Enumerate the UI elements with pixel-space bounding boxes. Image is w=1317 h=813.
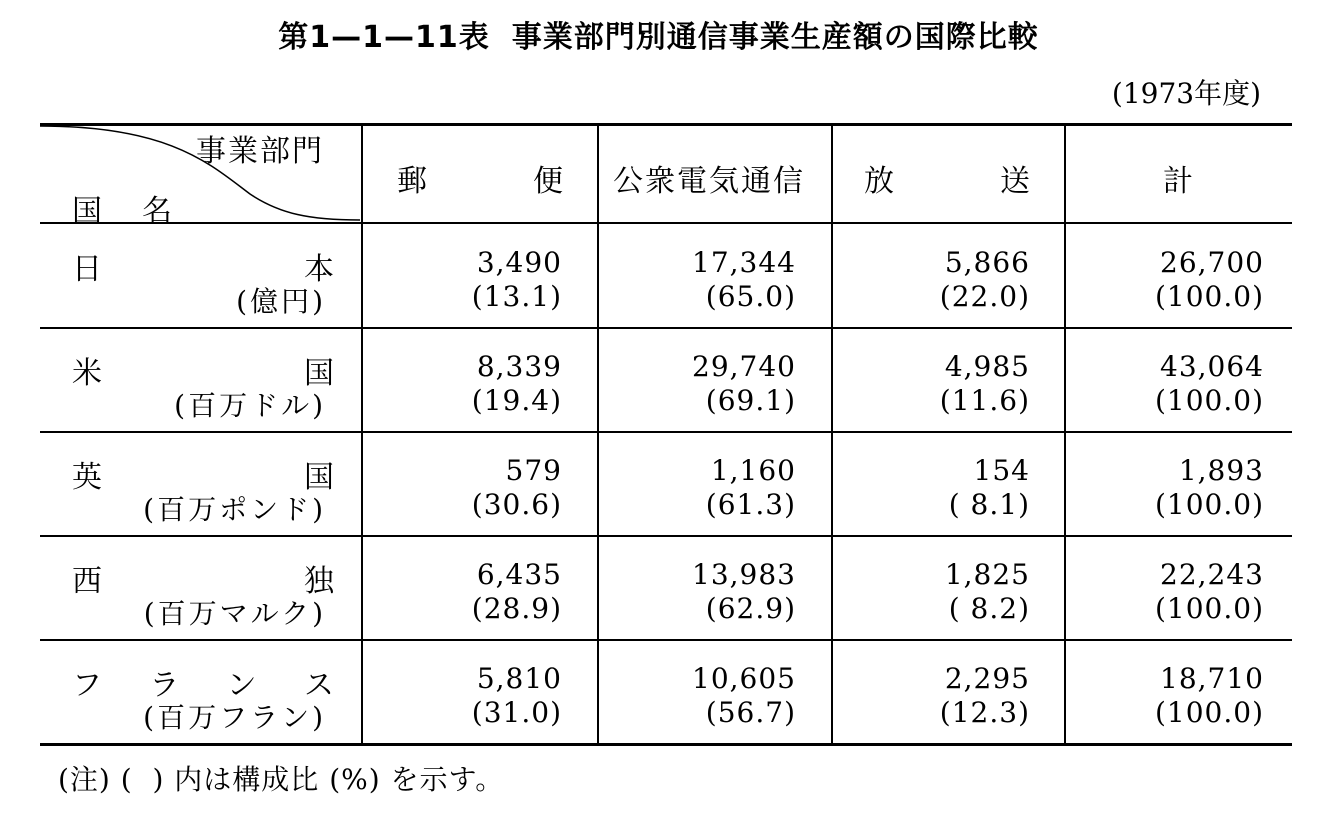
header-postal [397,156,563,200]
country-char: フ [72,668,102,703]
cell-value: 26,700 [1160,246,1264,279]
cell-value: 1,893 [1178,454,1264,487]
cell-share: (61.3) [705,488,796,521]
header-postal-char: 便 [533,164,563,199]
header-postal-char: 郵 [397,164,427,199]
country-char: 本 [304,252,334,287]
cell-value: 2,295 [944,662,1030,695]
cell-value: 17,344 [692,246,796,279]
table-title-text: 事業部門別通信事業生産額の国際比較 [511,20,1039,55]
country-char: 英 [72,460,102,495]
cell-value: 6,435 [476,558,562,591]
country-char: 日 [72,252,102,287]
fiscal-year-label: (1973年度) [1111,77,1261,110]
cell-share: (30.6) [471,488,562,521]
country-char: ン [226,668,257,703]
table-title [0,12,1317,56]
cell-share: (65.0) [705,280,796,313]
cell-value: 3,490 [476,246,562,279]
cell-share: (28.9) [471,592,562,625]
cell-value: 579 [505,454,562,487]
header-country-char: 名 [142,194,172,229]
unit-label: (百万マルク) [143,597,326,630]
unit-label: (億円) [236,285,326,318]
cell-value: 154 [973,454,1030,487]
cell-value: 43,064 [1160,350,1264,383]
cell-value: 13,983 [692,558,796,591]
cell-share: (69.1) [705,384,796,417]
row-divider [40,327,1292,329]
row-divider [40,535,1292,537]
cell-share: ( 8.2) [948,592,1030,625]
column-divider [1064,124,1066,744]
cell-share: (100.0) [1154,592,1264,625]
unit-label: (百万ドル) [174,389,326,422]
country-char: 国 [304,356,334,391]
cell-value: 18,710 [1160,662,1264,695]
country-char: ラ [149,668,180,703]
cell-share: (12.3) [939,696,1030,729]
cell-value: 22,243 [1160,558,1264,591]
header-public-telecom: 公衆電気通信 [613,164,805,199]
cell-value: 8,339 [476,350,562,383]
cell-share: (100.0) [1154,696,1264,729]
unit-label: (百万フラン) [143,701,326,734]
header-business-division: 事業部門 [196,134,324,169]
header-broadcasting-char: 送 [1000,164,1030,199]
header-country-char: 国 [72,194,102,229]
header-country-name [72,186,172,230]
cell-share: (22.0) [939,280,1030,313]
cell-value: 5,810 [476,662,562,695]
cell-share: (62.9) [705,592,796,625]
cell-share: (100.0) [1154,488,1264,521]
column-divider [831,124,833,744]
country-char: 国 [304,460,334,495]
cell-share: (100.0) [1154,280,1264,313]
cell-share: (100.0) [1154,384,1264,417]
country-char: 独 [304,564,334,599]
cell-share: (11.6) [939,384,1030,417]
cell-value: 1,160 [710,454,796,487]
table-footnote: (注) ( ) 内は構成比 (%) を示す。 [58,763,505,796]
column-divider [597,124,599,744]
cell-share: (56.7) [705,696,796,729]
cell-value: 1,825 [944,558,1030,591]
header-broadcasting-char: 放 [864,164,894,199]
table-number: 第1—1—11表 [278,20,490,55]
cell-value: 29,740 [692,350,796,383]
country-char: 西 [72,564,102,599]
header-total: 計 [1163,164,1195,199]
country-char: ス [303,668,334,703]
cell-value: 5,866 [944,246,1030,279]
cell-share: (19.4) [471,384,562,417]
country-char: 米 [72,356,102,391]
row-divider [40,431,1292,433]
row-divider [40,639,1292,641]
cell-value: 10,605 [692,662,796,695]
cell-share: (31.0) [471,696,562,729]
table-bottom-rule [40,743,1292,746]
cell-share: ( 8.1) [948,488,1030,521]
header-broadcasting [864,156,1030,200]
unit-label: (百万ポンド) [143,493,326,526]
cell-share: (13.1) [471,280,562,313]
cell-value: 4,985 [944,350,1030,383]
